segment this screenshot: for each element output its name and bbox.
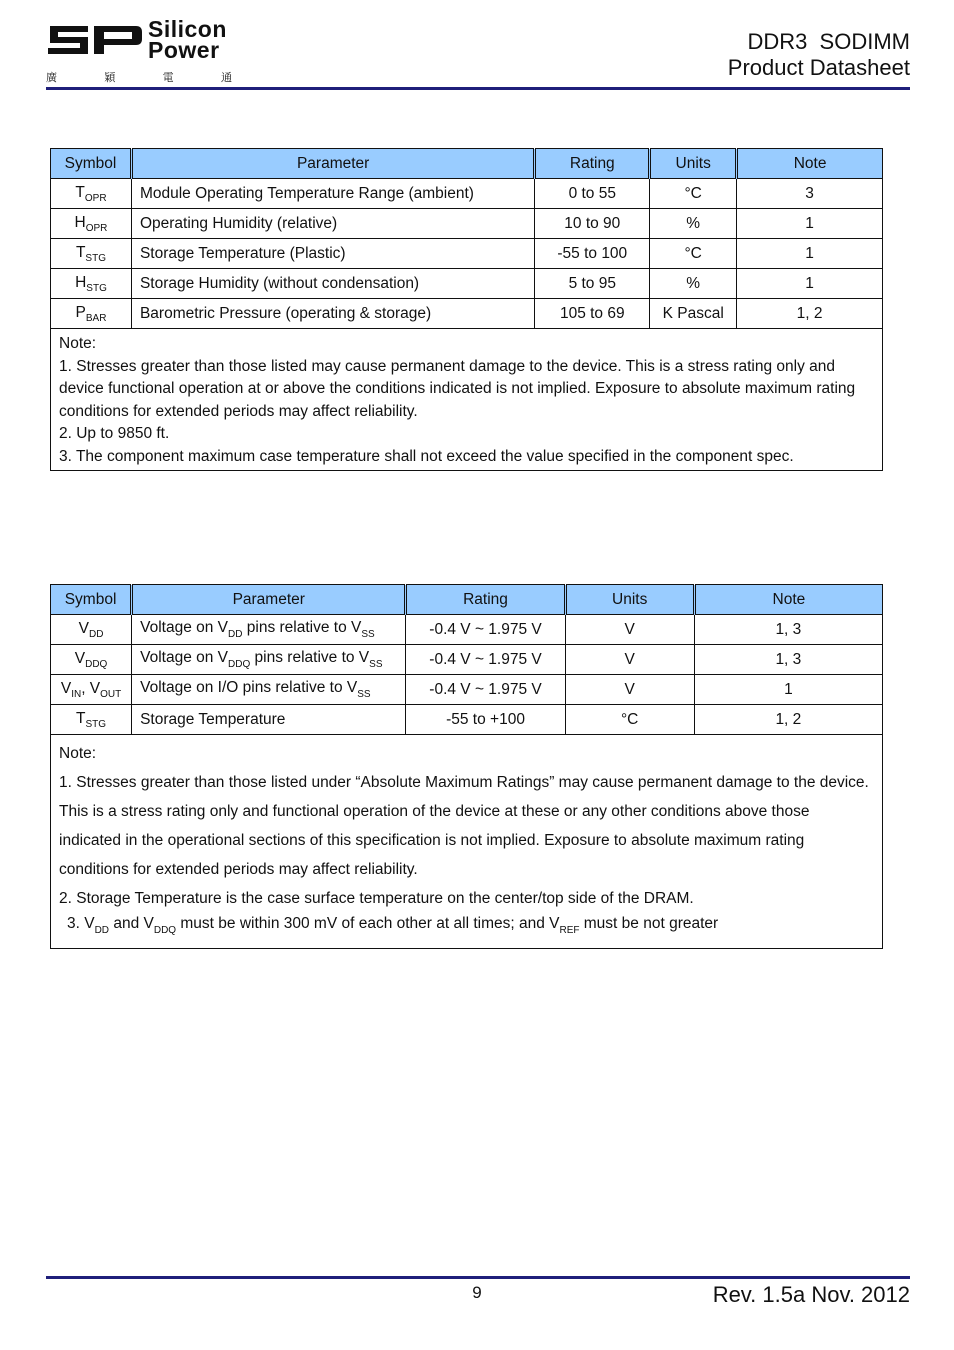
note-cell: 1, 2 bbox=[694, 705, 882, 735]
page-number: 9 bbox=[472, 1283, 482, 1302]
note-item: 1. Stresses greater than those listed under “Absolute Maximum Ratings” may cause permanent damage to the device. This is a stress rating only and functional operation of the device at these or any other conditions above those indicated in the operational sections of this specification is not implied. Exposure to absolute maximum rating conditions for extended periods may affect reliability. bbox=[59, 774, 869, 878]
document-title-line1: DDR3 SODIMM bbox=[747, 29, 910, 54]
col-header-parameter: Parameter bbox=[132, 585, 406, 615]
symbol-cell: $V_{DDQ}$ bbox=[51, 645, 132, 675]
note-item: 2. Up to 9850 ft. bbox=[59, 425, 170, 442]
table-row bbox=[51, 705, 883, 735]
units-cell: °C bbox=[650, 239, 737, 269]
table-row bbox=[51, 179, 883, 209]
note-heading: Note: bbox=[59, 335, 97, 352]
notes-cell bbox=[51, 329, 883, 471]
units-cell: % bbox=[650, 269, 737, 299]
parameter-cell: Module Operating Temperature Range (ambient) bbox=[131, 179, 534, 209]
note-item: 3. The component maximum case temperature shall not exceed the value specified in the component spec. bbox=[59, 447, 794, 465]
table-row bbox=[51, 615, 883, 645]
note-heading: Note: bbox=[59, 745, 97, 762]
col-header-rating: Rating bbox=[406, 585, 565, 615]
rating-cell: 0 to 55 bbox=[535, 179, 650, 209]
rating-cell: 105 to 69 bbox=[535, 299, 650, 329]
units-cell: V bbox=[565, 675, 694, 705]
parameter-cell: Voltage on $V_{DD}$ pins relative to $V_{SS}$ bbox=[132, 615, 406, 645]
note-cell: 1, 3 bbox=[694, 615, 882, 645]
col-header-symbol: Symbol bbox=[51, 585, 132, 615]
table-row bbox=[51, 299, 883, 329]
note-cell: 1, 2 bbox=[737, 299, 883, 329]
table-header-row bbox=[51, 585, 883, 615]
units-cell: V bbox=[565, 615, 694, 645]
col-header-rating: Rating bbox=[535, 149, 650, 179]
units-cell: °C bbox=[565, 705, 694, 735]
logo-cjk-char: 電 bbox=[162, 72, 174, 84]
col-header-units: Units bbox=[650, 149, 737, 179]
symbol-cell: $V_{DD}$ bbox=[51, 615, 132, 645]
symbol-cell: $P_{BAR}$ bbox=[51, 299, 132, 329]
notes-cell bbox=[51, 735, 883, 949]
col-header-units: Units bbox=[565, 585, 694, 615]
revision-label: Rev. 1.5a Nov. 2012 bbox=[712, 1282, 910, 1307]
footer-rule bbox=[46, 1276, 910, 1279]
header-rule bbox=[46, 87, 910, 90]
symbol-cell: $T_{STG}$ bbox=[51, 239, 132, 269]
table-row bbox=[51, 645, 883, 675]
parameter-cell: Storage Temperature bbox=[132, 705, 406, 735]
notes-row bbox=[51, 735, 883, 949]
parameter-cell: Voltage on $V_{DDQ}$ pins relative to $V_{SS}$ bbox=[132, 645, 406, 675]
rating-cell: -55 to +100 bbox=[406, 705, 565, 735]
parameter-cell: Storage Humidity (without condensation) bbox=[131, 269, 534, 299]
logo-cjk-char: 通 bbox=[220, 72, 232, 84]
units-cell: K Pascal bbox=[650, 299, 737, 329]
note-item: 3. $V_{DD}$ and $V_{DDQ}$ must be within 300 mV of each other at all times; and $V_{REF}$ must be not greater bbox=[67, 915, 719, 936]
note-item: 2. Storage Temperature is the case surface temperature on the center/top side of the DRAM. bbox=[59, 890, 694, 907]
symbol-cell: $H_{STG}$ bbox=[51, 269, 132, 299]
parameter-cell: Barometric Pressure (operating & storage) bbox=[131, 299, 534, 329]
rating-cell: 10 to 90 bbox=[535, 209, 650, 239]
col-header-note: Note bbox=[694, 585, 882, 615]
silicon-power-logo bbox=[46, 16, 236, 88]
note-cell: 1 bbox=[737, 209, 883, 239]
logo-cjk-char: 穎 bbox=[104, 72, 116, 84]
col-header-note: Note bbox=[737, 149, 883, 179]
symbol-cell: $T_{OPR}$ bbox=[51, 179, 132, 209]
logo-cjk-name bbox=[46, 69, 232, 85]
document-title-line2: Product Datasheet bbox=[727, 55, 910, 80]
sp-logo-mark bbox=[46, 22, 144, 58]
units-cell: V bbox=[565, 645, 694, 675]
logo-cjk-char: 廣 bbox=[46, 72, 57, 84]
environmental-ratings-table bbox=[50, 148, 883, 471]
symbol-cell: $V_{IN}$, $V_{OUT}$ bbox=[51, 675, 132, 705]
symbol-cell: $H_{OPR}$ bbox=[51, 209, 132, 239]
parameter-cell: Operating Humidity (relative) bbox=[131, 209, 534, 239]
note-cell: 1 bbox=[694, 675, 882, 705]
notes-row bbox=[51, 329, 883, 471]
rating-cell: -55 to 100 bbox=[535, 239, 650, 269]
page-header bbox=[46, 16, 910, 90]
rating-cell: -0.4 V ~ 1.975 V bbox=[406, 675, 565, 705]
rating-cell: 5 to 95 bbox=[535, 269, 650, 299]
units-cell: °C bbox=[650, 179, 737, 209]
rating-cell: -0.4 V ~ 1.975 V bbox=[406, 645, 565, 675]
table-row bbox=[51, 239, 883, 269]
parameter-cell: Storage Temperature (Plastic) bbox=[131, 239, 534, 269]
parameter-cell: Voltage on I/O pins relative to $V_{SS}$ bbox=[132, 675, 406, 705]
col-header-symbol: Symbol bbox=[51, 149, 132, 179]
absolute-max-ratings-table bbox=[50, 584, 883, 949]
note-cell: 1 bbox=[737, 269, 883, 299]
units-cell: % bbox=[650, 209, 737, 239]
note-item: 1. Stresses greater than those listed may cause permanent damage to the device. This is a stress rating only and device functional operation at or above the conditions indicated is not implied. Exposure to absolute maximum rating conditions for extended periods may affect reliability. bbox=[59, 357, 856, 420]
table-row bbox=[51, 675, 883, 705]
logo-text-silicon: Silicon bbox=[148, 16, 227, 42]
table-row bbox=[51, 269, 883, 299]
note-cell: 1 bbox=[737, 239, 883, 269]
symbol-cell: $T_{STG}$ bbox=[51, 705, 132, 735]
note-cell: 1, 3 bbox=[694, 645, 882, 675]
note-cell: 3 bbox=[737, 179, 883, 209]
logo-text-power: Power bbox=[148, 37, 220, 63]
rating-cell: -0.4 V ~ 1.975 V bbox=[406, 615, 565, 645]
document-title bbox=[728, 29, 910, 81]
table-row bbox=[51, 209, 883, 239]
table-header-row bbox=[51, 149, 883, 179]
col-header-parameter: Parameter bbox=[131, 149, 534, 179]
